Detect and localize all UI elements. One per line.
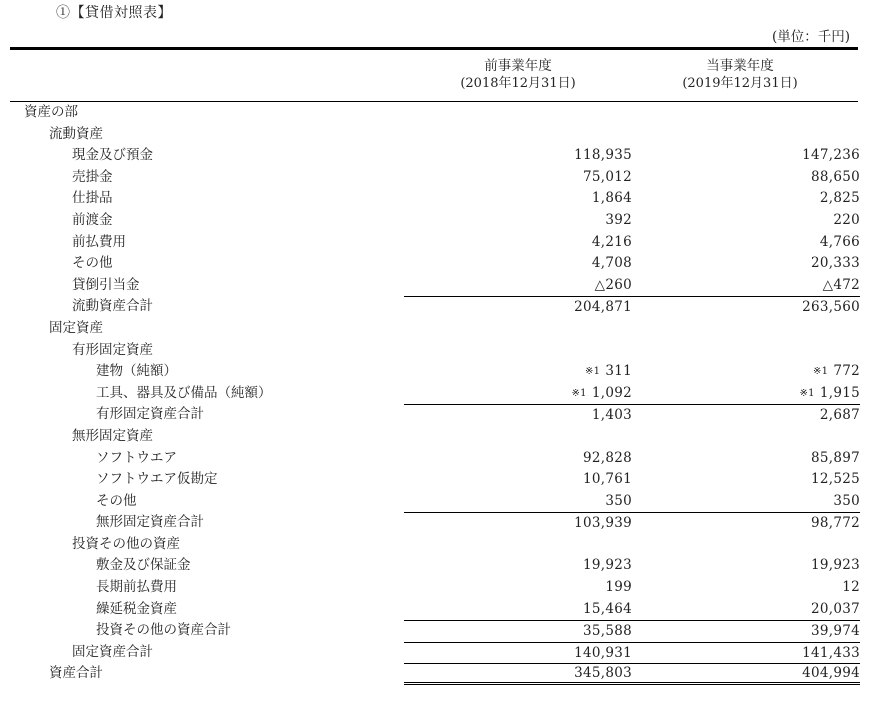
amount: 2,687 (819, 407, 860, 424)
current-year-value (632, 620, 860, 642)
table-row (0, 577, 872, 599)
current-year-value (632, 555, 860, 577)
row-label: 敷金及び保証金 (96, 557, 191, 574)
amount: 2,825 (819, 190, 860, 207)
prior-year-value (404, 642, 632, 664)
amount: 10,761 (582, 471, 632, 488)
row-label: 流動資産 (49, 125, 103, 142)
prior-year-value (404, 663, 632, 685)
row-label: 無形固定資産 (72, 427, 153, 444)
column-header-current-year (640, 58, 840, 92)
current-year-value (632, 383, 860, 405)
row-label: 現金及び預金 (72, 147, 153, 164)
section-row (0, 340, 872, 362)
amount: 39,974 (810, 623, 860, 640)
section-row (0, 102, 872, 124)
section-row (0, 124, 872, 146)
note-marker: ※1 (799, 387, 815, 399)
prior-year-value (404, 232, 632, 254)
table-row (0, 210, 872, 232)
amount: 118,935 (574, 147, 632, 164)
row-label: 無形固定資産合計 (96, 514, 204, 531)
prior-year-value (404, 210, 632, 232)
amount: 1,915 (819, 384, 860, 401)
row-label: 資産合計 (49, 665, 103, 682)
row-label: 売掛金 (72, 168, 113, 185)
current-year-value (632, 188, 860, 210)
amount: 20,333 (810, 255, 860, 272)
row-label: 固定資産 (49, 319, 103, 336)
current-year-value (632, 253, 860, 275)
column-period: (2018年12月31日) (460, 76, 576, 91)
row-label: その他 (96, 492, 137, 509)
amount: 392 (605, 211, 632, 228)
current-year-value (632, 232, 860, 254)
current-year-value (632, 361, 860, 383)
row-label: 固定資産合計 (72, 643, 153, 660)
amount: 98,772 (810, 515, 860, 532)
amount: 404,994 (802, 665, 860, 682)
amount: 772 (833, 363, 860, 380)
row-label: 建物（純額） (96, 363, 177, 380)
row-label: 繰延税金資産 (96, 600, 177, 617)
note-marker: ※1 (584, 366, 601, 378)
current-year-value (632, 145, 860, 167)
prior-year-value (404, 145, 632, 167)
amount: 19,923 (810, 557, 860, 574)
amount: 199 (605, 579, 632, 596)
table-row (0, 555, 872, 577)
statement-title: ①【貸借対照表】 (56, 5, 172, 21)
prior-year-value (404, 275, 632, 297)
column-header-prior-year (418, 58, 618, 92)
table-row (0, 491, 872, 513)
prior-year-value (404, 188, 632, 210)
amount: 204,871 (574, 299, 632, 316)
amount: 85,897 (810, 449, 860, 466)
row-label: 有形固定資産 (72, 341, 153, 358)
table-row (0, 145, 872, 167)
prior-year-value (404, 448, 632, 470)
prior-year-value (404, 491, 632, 513)
row-label: 工具、器具及び備品（純額） (96, 384, 272, 401)
prior-year-value (404, 167, 632, 189)
table-row (0, 253, 872, 275)
current-year-value (632, 210, 860, 232)
row-label: 仕掛品 (72, 190, 113, 207)
row-label: 前払費用 (72, 233, 126, 250)
top-rule (10, 47, 858, 50)
amount: 20,037 (810, 600, 860, 617)
section-row (0, 318, 872, 340)
current-year-value (632, 296, 860, 318)
prior-year-value (404, 383, 632, 405)
column-period: (2019年12月31日) (682, 76, 798, 91)
subtotal-row (0, 642, 872, 664)
amount: 141,433 (802, 644, 860, 661)
row-label: 貸倒引当金 (72, 276, 140, 293)
row-label: 流動資産合計 (72, 298, 153, 315)
amount: △472 (822, 276, 860, 293)
table-row (0, 383, 872, 405)
amount: 75,012 (582, 168, 632, 185)
prior-year-value (404, 404, 632, 426)
note-marker: ※1 (571, 387, 587, 399)
row-label: 投資その他の資産合計 (96, 622, 231, 639)
table-row (0, 167, 872, 189)
amount: 311 (605, 363, 632, 380)
amount: 103,939 (574, 515, 632, 532)
amount: 12 (842, 579, 860, 596)
table-row (0, 188, 872, 210)
prior-year-value (404, 361, 632, 383)
subtotal-row (0, 512, 872, 534)
current-year-value (632, 599, 860, 621)
row-label: 資産の部 (24, 104, 78, 120)
unit-label: (単位：千円) (771, 29, 850, 45)
current-year-value (632, 167, 860, 189)
prior-year-value (404, 253, 632, 275)
amount: 15,464 (582, 600, 632, 617)
current-year-value (632, 642, 860, 664)
prior-year-value (404, 577, 632, 599)
section-row (0, 534, 872, 556)
table-row (0, 361, 872, 383)
current-year-value (632, 275, 860, 297)
prior-year-value (404, 620, 632, 642)
amount: 4,708 (591, 255, 632, 272)
current-year-value (632, 404, 860, 426)
row-label: ソフトウエア (96, 449, 177, 466)
row-label: 投資その他の資産 (72, 535, 180, 552)
amount: 263,560 (802, 299, 860, 316)
prior-year-value (404, 555, 632, 577)
grandtotal-row (0, 663, 872, 685)
column-title: 前事業年度 (484, 58, 552, 74)
amount: 92,828 (582, 449, 632, 466)
current-year-value (632, 577, 860, 599)
table-row (0, 275, 872, 297)
section-row (0, 426, 872, 448)
row-label: 長期前払費用 (96, 579, 177, 596)
table-row (0, 599, 872, 621)
amount: 140,931 (574, 644, 632, 661)
row-label: その他 (72, 255, 113, 272)
amount: 4,766 (819, 233, 860, 250)
current-year-value (632, 491, 860, 513)
table-row (0, 232, 872, 254)
amount: △260 (594, 276, 632, 293)
prior-year-value (404, 469, 632, 491)
amount: 88,650 (810, 168, 860, 185)
subtotal-row (0, 620, 872, 642)
amount: 35,588 (582, 623, 632, 640)
current-year-value (632, 663, 860, 685)
amount: 350 (605, 492, 632, 509)
current-year-value (632, 469, 860, 491)
amount: 220 (833, 211, 860, 228)
subtotal-row (0, 296, 872, 318)
row-label: ソフトウエア仮勘定 (96, 471, 218, 488)
amount: 147,236 (802, 147, 860, 164)
amount: 350 (833, 492, 860, 509)
current-year-value (632, 512, 860, 534)
note-marker: ※1 (812, 366, 829, 378)
amount: 1,092 (591, 384, 632, 401)
amount: 1,403 (591, 407, 632, 424)
amount: 345,803 (574, 665, 632, 682)
table-row (0, 469, 872, 491)
amount: 4,216 (591, 233, 632, 250)
prior-year-value (404, 296, 632, 318)
amount: 12,525 (810, 471, 860, 488)
amount: 1,864 (591, 190, 632, 207)
column-title: 当事業年度 (706, 58, 774, 74)
prior-year-value (404, 512, 632, 534)
prior-year-value (404, 599, 632, 621)
balance-sheet-rows (0, 102, 872, 685)
table-row (0, 448, 872, 470)
row-label: 前渡金 (72, 211, 113, 228)
row-label: 有形固定資産合計 (96, 406, 204, 423)
amount: 19,923 (582, 557, 632, 574)
current-year-value (632, 448, 860, 470)
subtotal-row (0, 404, 872, 426)
